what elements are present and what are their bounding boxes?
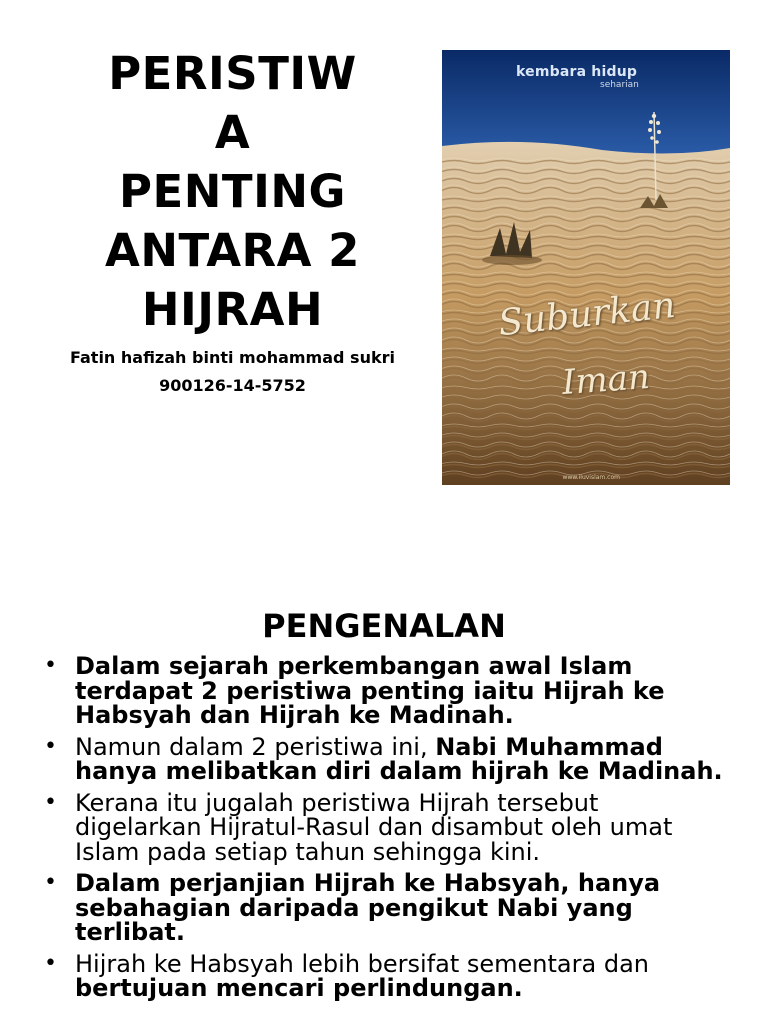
poster-credit: www.iluvislam.com xyxy=(562,474,620,481)
bullet-dot: • xyxy=(44,789,57,815)
slide-pengenalan xyxy=(0,560,768,1024)
bullet-dot: • xyxy=(44,653,57,678)
desert-dunes-illustration xyxy=(442,50,730,485)
section-title: PENGENALAN xyxy=(262,607,506,645)
bullet-text: Kerana itu jugalah peristiwa Hijrah tersebut digelarkan Hijratul-Rasul dan disambut oleh umat Islam pada setiap tahun sehingga kini. xyxy=(75,788,673,866)
author-name: Fatin hafizah binti mohammad sukri xyxy=(70,348,395,367)
bullet-text-bold: Nabi Muhammad hanya melibatkan diri dalam hijrah ke Madinah. xyxy=(75,732,723,785)
bullet-list xyxy=(44,654,724,1008)
bullet-text-bold: bertujuan mencari perlindungan. xyxy=(75,974,523,1002)
title-line: A xyxy=(214,106,251,159)
bullet-item xyxy=(44,732,724,785)
bullet-item xyxy=(44,871,724,945)
poster-brand: kembara hidup xyxy=(516,64,638,80)
bullet-dot: • xyxy=(44,870,57,895)
author-info xyxy=(20,344,445,400)
poster-image xyxy=(442,50,730,485)
bullet-item xyxy=(44,949,724,1002)
bullet-text: Hijrah ke Habsyah lebih bersifat sementara dan xyxy=(75,949,649,978)
bullet-text-bold: Dalam sejarah perkembangan awal Islam terdapat 2 peristiwa penting iaitu Hijrah ke Habsyah dan Hijrah ke Madinah. xyxy=(75,652,665,729)
title-line: HIJRAH xyxy=(141,283,324,336)
title-line: PENTING xyxy=(119,165,346,218)
poster-word-suburkan: Suburkan xyxy=(496,284,678,345)
title-block xyxy=(60,44,405,339)
bullet-text-bold: Dalam perjanjian Hijrah ke Habsyah, hanya sebahagian daripada pengikut Nabi yang terlibat. xyxy=(75,869,661,946)
poster-word-iman: Iman xyxy=(560,356,652,404)
main-title xyxy=(60,44,405,339)
bullet-item xyxy=(44,654,724,728)
bullet-item xyxy=(44,788,724,866)
title-line: PERISTIW xyxy=(108,47,357,100)
bullet-dot: • xyxy=(44,733,57,759)
title-line: ANTARA 2 xyxy=(105,224,360,277)
poster-brand-sub: seharian xyxy=(600,80,639,90)
bullet-text: Namun dalam 2 peristiwa ini, xyxy=(75,732,436,761)
author-id: 900126-14-5752 xyxy=(159,376,306,395)
bullet-dot: • xyxy=(44,950,57,976)
